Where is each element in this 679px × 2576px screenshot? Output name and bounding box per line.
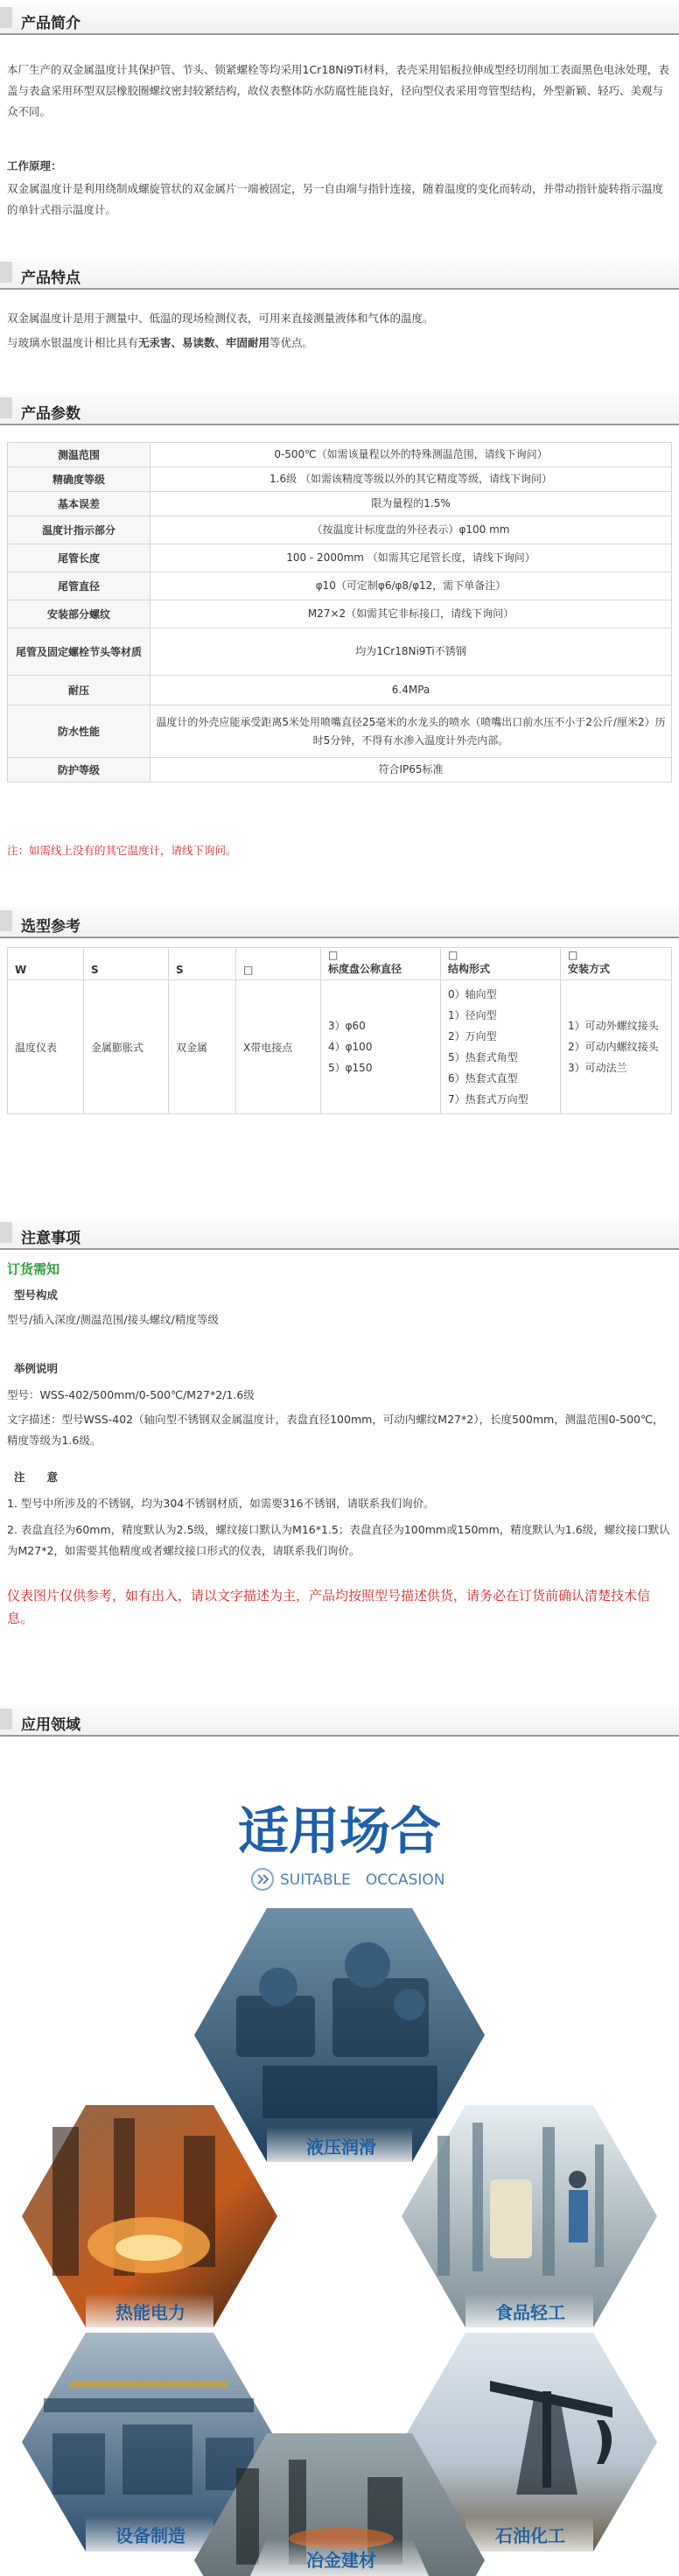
example-description: 文字描述：型号WSS-402（轴向型不锈钢双金属温度计，表盘直径100mm，可动内螺纹M27*2），长度500mm，测温范围0-500℃，精度等级为1.6级。 xyxy=(7,1413,664,1447)
features-line-1: 双金属温度计是用于测量中、低温的现场检测仪表，可用来直接测量液体和气体的温度。 xyxy=(7,312,434,325)
features-line-2: 与玻璃水银温度计相比具有无汞害、易读数、牢固耐用等优点。 xyxy=(7,336,314,349)
application-title: 适用场合 xyxy=(237,1801,442,1861)
work-principle-text: 双金属温度计是利用绕制成螺旋管状的双金属片一端被固定，另一自由端与指针连接，随着温度的变化而转动，并带动指针旋转指示温度的单针式指示温度计。 xyxy=(7,182,664,216)
field-food-light-industry xyxy=(402,2105,657,2327)
attention-title: 注 意 xyxy=(14,1470,59,1484)
attention-item-2: 2. 表盘直径为60mm，精度默认为2.5级，螺纹接口默认为M16*1.5；表盘直径为100mm或150mm，精度默认为1.6级，螺纹接口默认为M27*2，如需要其他精度或者螺纹接口形式的仪表，请联系我们询价。 xyxy=(7,1523,670,1557)
section-title: 产品简介 xyxy=(21,15,80,32)
field-label: 热能电力 xyxy=(116,2302,186,2323)
section-header-params xyxy=(0,394,679,425)
section-header-selection xyxy=(0,907,679,938)
field-label: 设备制造 xyxy=(116,2525,186,2546)
order-notice-title: 订货需知 xyxy=(7,1261,60,1277)
field-label: 冶金建材 xyxy=(306,2550,376,2571)
warning-text: 仪表图片仅供参考，如有出入，请以文字描述为主，产品均按照型号描述供货，请务必在订货前确认清楚技术信息。 xyxy=(7,1588,651,1626)
example-title: 举例说明 xyxy=(14,1362,59,1375)
field-hydraulic-lubrication xyxy=(194,1908,485,2162)
section-header-features xyxy=(0,258,679,290)
model-structure-text: 型号/插入深度/测温范围/接头螺纹/精度等级 xyxy=(7,1313,219,1326)
section-title: 应用领域 xyxy=(21,1716,80,1734)
field-label: 食品轻工 xyxy=(495,2302,565,2323)
section-header-application xyxy=(0,1705,679,1737)
work-principle-title: 工作原理： xyxy=(7,159,62,172)
example-model: 型号：WSS-402/500mm/0-500℃/M27*2/1.6级 xyxy=(7,1388,255,1401)
section-title: 产品特点 xyxy=(21,270,80,287)
params-table: 测温范围 0-500℃（如需该量程以外的特殊测温范围，请线下询问） 精确度等级 1.6级 （如需该精度等级以外的其它精度等级，请线下询问） 基本误差 限为量程的1.5% 温度计指示部分 （按温度计标度盘的外径表示）φ100 mm 尾管长度 100 - 2000mm （如需其它尾管长度，请线下询问） 尾管直径 φ10（可定制φ6/φ8/φ12，需下单备注） 安装部分螺纹 M27×2（如需其它非标接口，请线下询问） 尾管及固定螺栓节头等材质 均为1Cr18Ni9Ti不锈钢 耐压 6.4MPa 防水性能 温度计的外壳应能承受距离5米处用喷嘴直径25毫米的水龙头的喷水（喷嘴出口前水压不小于2公斤/厘米2）历时5分钟，不得有水渗入温度计外壳内部。 防护等级 符合IP65标准 xyxy=(7,442,672,783)
attention-item-1: 1. 型号中所涉及的不锈钢，均为304不锈钢材质，如需要316不锈钢，请联系我们询价。 xyxy=(7,1497,435,1510)
section-title: 注意事项 xyxy=(21,1230,80,1247)
application-graphic xyxy=(0,1768,679,2576)
model-structure-title: 型号构成 xyxy=(14,1288,59,1302)
field-label: 石油化工 xyxy=(495,2525,565,2546)
intro-paragraph: 本厂生产的双金属温度计其保护管、节头、锁紧螺栓等均采用1Cr18Ni9Ti材料，表壳采用铝板拉伸成型经切削加工表面黑色电泳处理，表盖与表盒采用环型双层橡胶圈螺纹密封较紧结构，故仪表整体防水防腐性能良好，径向型仪表采用弯管型结构，外型新颖、轻巧、美观与众不同。 xyxy=(7,63,669,118)
application-showcase xyxy=(0,1768,679,2576)
field-label: 液压润滑 xyxy=(306,2137,376,2158)
field-thermal-power xyxy=(22,2105,277,2327)
section-title: 选型参考 xyxy=(21,918,80,936)
features-highlight: 无汞害、易读数、牢固耐用 xyxy=(138,336,270,349)
section-header-notes xyxy=(0,1218,679,1250)
selection-table: W S S □ □ 标度盘公称直径 □ 结构形式 □ 安装方式 温度仪表 金属膨胀式 双金属 X带电接点 3）φ60 4）φ100 5）φ150 0）轴向型 1）径向型 2）万向型 5）热套式角型 6）热套式直型 7）热套式万向型 1）可动外螺纹接头 2）可动内螺纹接头 3）可动法兰 xyxy=(7,947,672,1114)
section-header-intro xyxy=(0,4,679,35)
application-subtitle: SUITABLE OCCASION xyxy=(280,1871,445,1889)
section-title: 产品参数 xyxy=(21,405,80,423)
params-note: 注：如需线上没有的其它温度计，请线下询问。 xyxy=(7,844,237,857)
